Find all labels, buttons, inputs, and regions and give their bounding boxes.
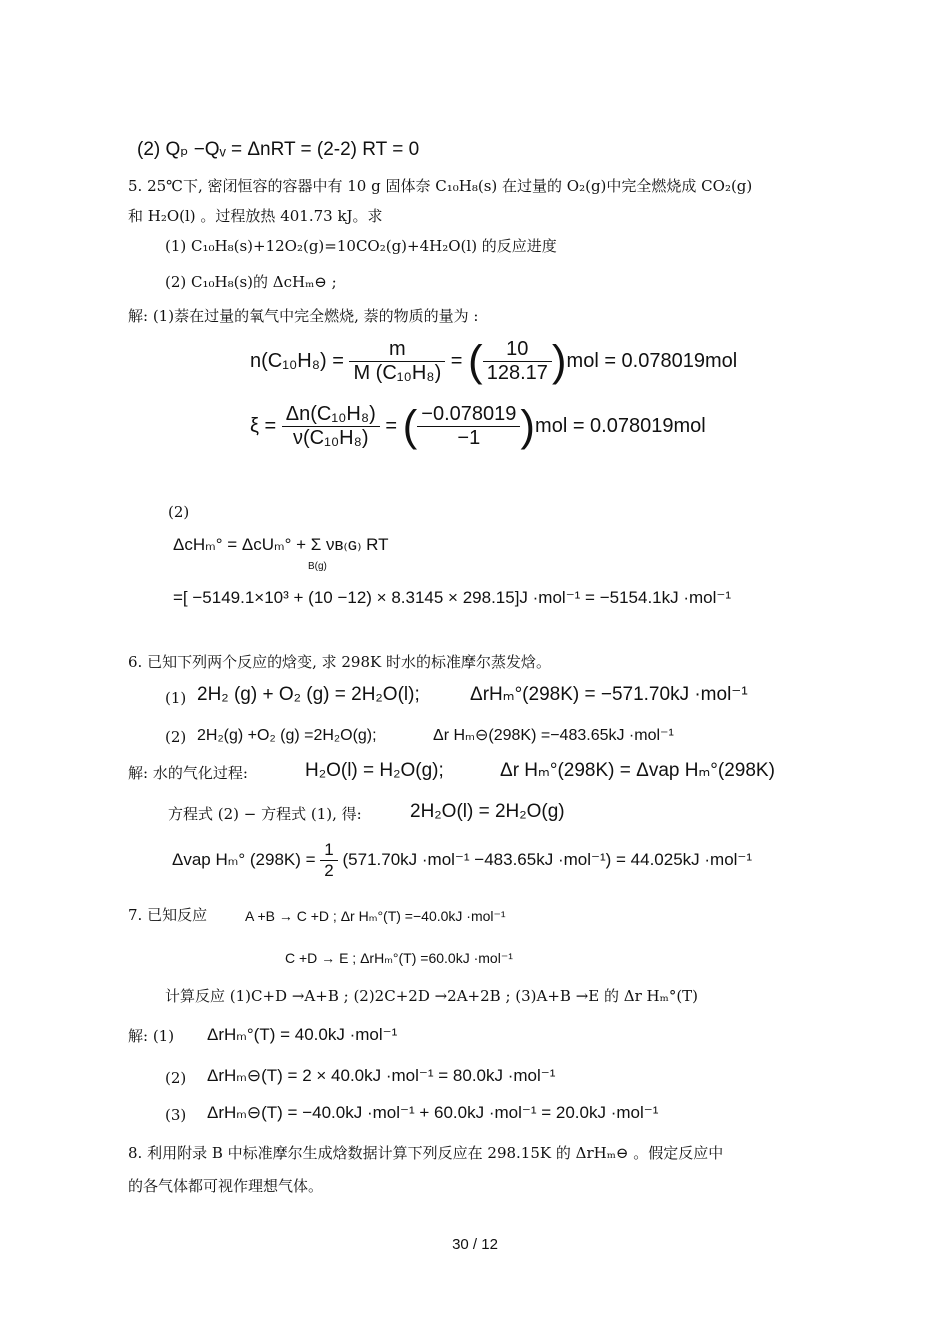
eq-reaction-extent: ξ = $\frac{\text{Δn(C₁₀H₈)}}{\text{ν(C₁₀H₈)}}$ = ( $\frac{-0.078019}{-1}$ )mol = 0.078019mol	[250, 401, 706, 451]
problem-5-q2: (2) C₁₀H₈(s)的 ΔcHₘ⊖ ;	[165, 273, 337, 291]
solution-6-vaporization: H₂O(l) = H₂O(g);	[305, 760, 444, 781]
problem-5-q1: (1) C₁₀H₈(s)+12O₂(g)=10CO₂(g)+4H₂O(l) 的反应进度	[165, 237, 557, 255]
problem-8-text: 8. 利用附录 B 中标准摩尔生成焓数据计算下列反应在 298.15K 的 ΔrHₘ⊖ 。假定反应中	[128, 1144, 724, 1162]
solution-7-part3-label: (3)	[165, 1106, 187, 1124]
eq-moles-naphthalene: n(C₁₀H₈) = $\frac{m}{\text{M (C₁₀H₈)}}$ = ( $\frac{10}{128.17}$ )mol = 0.078019mol	[250, 336, 738, 386]
problem-6-eq1-label: (1)	[165, 689, 187, 707]
sum-subscript: B(g)	[308, 561, 327, 572]
eq-vaporization-enthalpy: Δvap Hₘ° (298K) = $\frac{1}{2}$ (571.70kJ ·mol⁻¹ −483.65kJ ·mol⁻¹) = 44.025kJ ·mol⁻¹	[172, 840, 753, 880]
problem-5-text: 5. 25℃下, 密闭恒容的容器中有 10 g 固体奈 C₁₀H₈(s) 在过量的 O₂(g)中完全燃烧成 CO₂(g)	[128, 177, 753, 195]
problem-7-question: 计算反应 (1)C+D →A+B ; (2)2C+2D →2A+2B ; (3)A+B →E 的 Δr Hₘ°(T)	[165, 987, 699, 1005]
page-number: 30 / 12	[452, 1236, 498, 1253]
solution-5-intro: 解: (1)萘在过量的氧气中完全燃烧, 萘的物质的量为 :	[128, 307, 479, 325]
problem-6-eq1: 2H₂ (g) + O₂ (g) = 2H₂O(l);	[197, 684, 420, 705]
solution-7-part2: ΔrHₘ⊖(T) = 2 × 40.0kJ ·mol⁻¹ = 80.0kJ ·mol⁻¹	[207, 1066, 556, 1085]
problem-5-text-cont: 和 H₂O(l) 。过程放热 401.73 kJ。求	[128, 207, 383, 225]
solution-6-combined-eq: 2H₂O(l) = 2H₂O(g)	[410, 801, 565, 822]
solution-6-combine: 方程式 (2) − 方程式 (1), 得:	[168, 805, 362, 823]
solution-7-part1: ΔrHₘ°(T) = 40.0kJ ·mol⁻¹	[207, 1025, 398, 1044]
solution-7-part3: ΔrHₘ⊖(T) = −40.0kJ ·mol⁻¹ + 60.0kJ ·mol⁻¹ = 20.0kJ ·mol⁻¹	[207, 1103, 659, 1122]
problem-6-eq2: 2H₂(g) +O₂ (g) =2H₂O(g);	[197, 727, 377, 744]
problem-6-eq1-enthalpy: ΔrHₘ°(298K) = −571.70kJ ·mol⁻¹	[470, 684, 748, 705]
solution-6-vap-relation: Δr Hₘ°(298K) = Δvap Hₘ°(298K)	[500, 760, 775, 781]
eq-qp-qv: (2) Qₚ −Qᵥ = ΔnRT = (2-2) RT = 0	[137, 139, 420, 160]
eq-enthalpy-internal-energy: ΔcHₘ° = ΔcUₘ° + Σ νʙ₍ɢ₎ RT	[173, 535, 389, 554]
solution-6-intro: 解: 水的气化过程:	[128, 764, 248, 782]
problem-7-reaction1: A +B → C +D ; Δr Hₘ°(T) =−40.0kJ ·mol⁻¹	[245, 908, 506, 924]
problem-6-text: 6. 已知下列两个反应的焓变, 求 298K 时水的标准摩尔蒸发焓。	[128, 653, 551, 671]
problem-6-eq2-label: (2)	[165, 728, 187, 746]
eq-combustion-result: =[ −5149.1×10³ + (10 −12) × 8.3145 × 298.15]J ·mol⁻¹ = −5154.1kJ ·mol⁻¹	[173, 588, 732, 607]
solution-5-part2-label: (2)	[168, 503, 190, 521]
problem-8-text-cont: 的各气体都可视作理想气体。	[128, 1177, 324, 1195]
problem-7-label: 7. 已知反应	[128, 906, 208, 924]
problem-7-reaction2: C +D → E ; ΔrHₘ°(T) =60.0kJ ·mol⁻¹	[285, 950, 513, 966]
solution-7-part1-label: 解: (1)	[128, 1027, 175, 1045]
solution-7-part2-label: (2)	[165, 1069, 187, 1087]
problem-6-eq2-enthalpy: Δr Hₘ⊖(298K) =−483.65kJ ·mol⁻¹	[433, 727, 674, 744]
